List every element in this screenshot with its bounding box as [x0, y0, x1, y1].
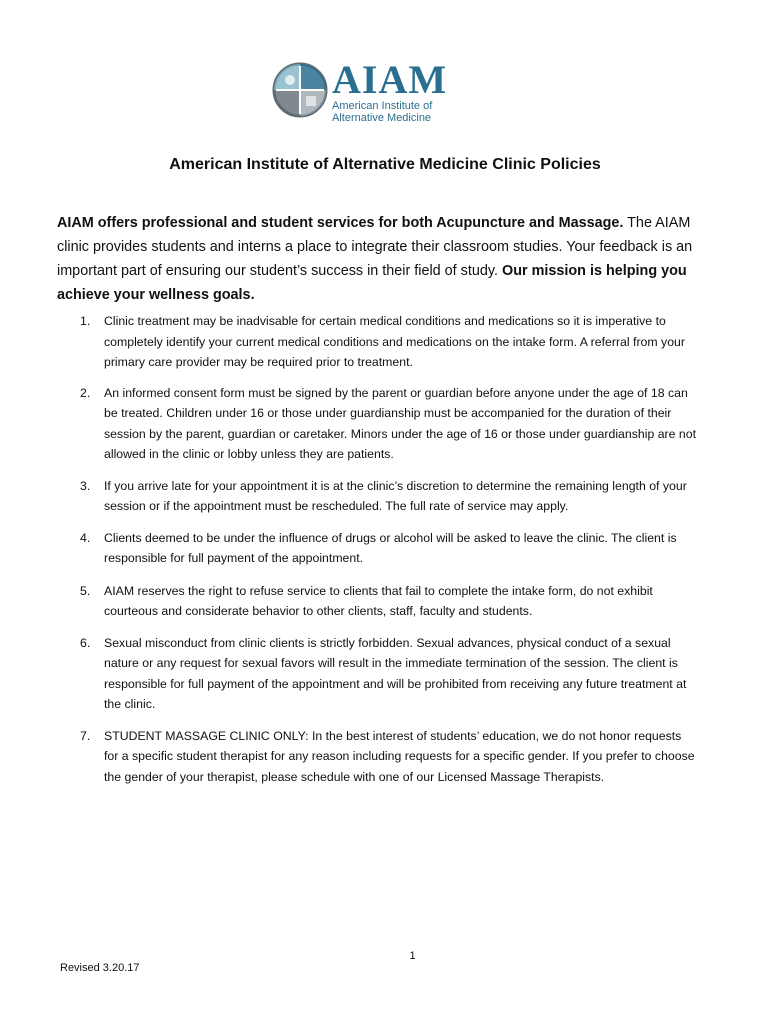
policy-text: Sexual misconduct from clinic clients is strictly forbidden. Sexual advances, physical conduct of a sexual nature or any request for sexual favors will result in the immediate termination of the session. The client is responsible for full payment of the appointment and will be prohibited from receiving any future treatment at the clinic.	[104, 635, 687, 711]
policy-text: AIAM reserves the right to refuse service to clients that fail to complete the intake form, do not exhibit courteous and considerate behavior to other clients, staff, faculty and students.	[104, 583, 653, 618]
policy-text: Clinic treatment may be inadvisable for certain medical conditions and medications so it is imperative to completely identify your current medical conditions and medications on the intake form. A referral from your primary care provider may be required prior to treatment.	[104, 314, 685, 369]
policy-item	[57, 726, 697, 788]
logo-subtitle-line2: Alternative Medicine	[332, 112, 432, 124]
policy-number: 7.	[80, 728, 91, 743]
aiam-emblem-icon	[272, 62, 328, 118]
policy-number: 2.	[80, 385, 91, 400]
policy-text: Clients deemed to be under the influence of drugs or alcohol will be asked to leave the clinic. The client is responsible for full payment of the appointment.	[104, 530, 677, 565]
logo-wordmark: AIAM	[332, 57, 448, 102]
policy-item	[57, 528, 697, 569]
logo-subtitle	[332, 100, 432, 124]
policy-item	[57, 383, 697, 465]
aiam-logo	[272, 57, 448, 126]
intro-body: The AIAM clinic provides students and interns a place to integrate their classroom studies. Your feedback is an important part of ensuring our student’s success in their field of study.	[57, 215, 693, 279]
policy-number: 6.	[80, 635, 91, 650]
intro-paragraph	[57, 211, 697, 307]
policy-text: If you arrive late for your appointment it is at the clinic’s discretion to determine the remaining length of your session or if the appointment must be rescheduled. The full rate of service may apply.	[104, 478, 687, 513]
policy-text: STUDENT MASSAGE CLINIC ONLY: In the best interest of students’ education, we do not honor requests for a specific student therapist for any reason including requests for a specific gender. If you prefer to choose the gender of your therapist, please schedule with one of our Licensed Massage Therapists.	[104, 728, 695, 784]
page-title: American Institute of Alternative Medicine Clinic Policies	[169, 156, 601, 173]
policy-number: 4.	[80, 530, 91, 545]
policy-number: 5.	[80, 583, 91, 598]
policy-item	[57, 476, 697, 517]
policy-text: An informed consent form must be signed by the parent or guardian before anyone under the age of 18 can be treated. Children under 16 or those under guardianship must be accompanied for the duration of their session by the parent, guardian or caretaker. Minors under the age of 16 or those under guardianship are not allowed in the clinic or lobby unless they are patients.	[104, 385, 696, 461]
page-number: 1	[409, 950, 416, 962]
logo-subtitle-line1: American Institute of	[332, 100, 433, 112]
policy-item	[57, 581, 697, 622]
intro-bold-tail: Our mission is helping you achieve your wellness goals.	[57, 263, 687, 303]
intro-bold-lead: AIAM offers professional and student services for both Acupuncture and Massage.	[57, 215, 624, 231]
revision-note: Revised 3.20.17	[60, 962, 140, 974]
policy-list	[57, 311, 697, 787]
policy-number: 1.	[80, 314, 91, 328]
policy-number: 3.	[80, 478, 91, 493]
policy-item	[57, 311, 697, 373]
policy-item	[57, 633, 697, 715]
